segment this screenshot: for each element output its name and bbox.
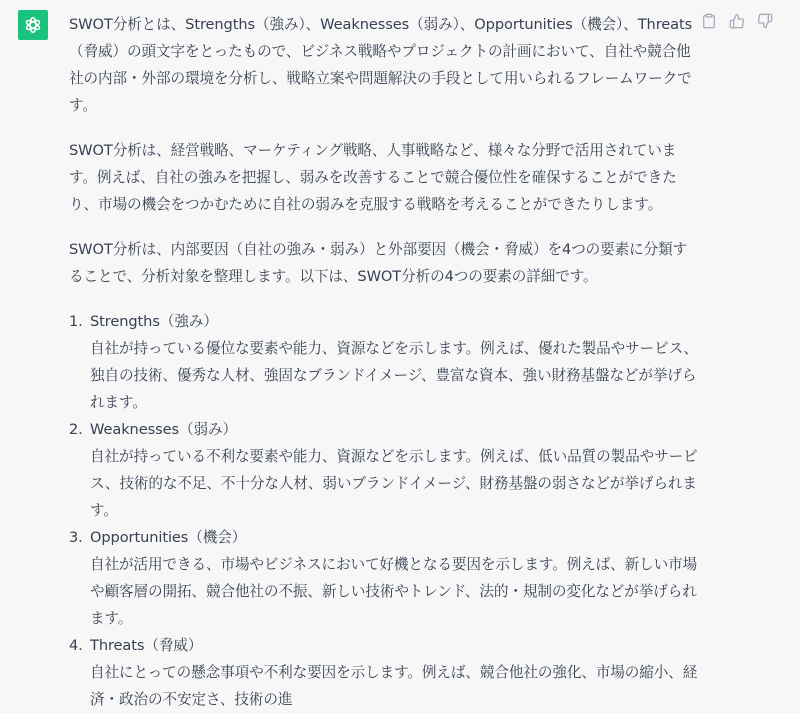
chatgpt-logo-icon bbox=[22, 14, 44, 36]
list-item bbox=[69, 632, 701, 713]
list-item-description: 自社が持っている優位な要素や能力、資源などを示します。例えば、優れた製品やサービス、独自の技術、優秀な人材、強固なブランドイメージ、豊富な資本、強い財務基盤などが挙げられます。 bbox=[90, 340, 699, 411]
list-item bbox=[69, 524, 701, 632]
list-item-description: 自社にとっての懸念事項や不利な要因を示します。例えば、競合他社の強化、市場の縮小、経済・政治の不安定さ、技術の進 bbox=[90, 664, 698, 708]
message-paragraph: SWOT分析は、経営戦略、マーケティング戦略、人事戦略など、様々な分野で活用されています。例えば、自社の強みを把握し、弱みを改善することで競合優位性を確保することができたり、市場の機会をつかむために自社の弱みを克服する戦略を考えることができたりします。 bbox=[69, 142, 677, 213]
list-item-title: Threats（脅威） bbox=[90, 637, 203, 654]
message-paragraph: SWOT分析とは、Strengths（強み）、Weaknesses（弱み）、Opportunities（機会）、Threats（脅威）の頭文字をとったもので、ビジネス戦略やプロジェクトの計画において、自社や競合他社の内部・外部の環境を分析し、戦略立案や問題解決の手段として用いられるフレームワークです。 bbox=[69, 16, 693, 114]
list-item-title: Weaknesses（弱み） bbox=[90, 421, 237, 438]
clipboard-icon bbox=[701, 13, 717, 29]
swot-elements-list bbox=[69, 308, 701, 713]
list-item-title: Opportunities（機会） bbox=[90, 529, 247, 546]
thumbs-down-icon bbox=[757, 13, 773, 29]
list-item-description: 自社が活用できる、市場やビジネスにおいて好機となる要因を示します。例えば、新しい市場や顧客層の開拓、競合他社の不振、新しい技術やトレンド、法的・規制の変化などが挙げられます。 bbox=[90, 556, 698, 627]
list-item-number: 1. bbox=[69, 313, 83, 330]
message-paragraph: SWOT分析は、内部要因（自社の強み・弱み）と外部要因（機会・脅威）を4つの要素に分類することで、分析対象を整理します。以下は、SWOT分析の4つの要素の詳細です。 bbox=[69, 241, 688, 285]
assistant-avatar bbox=[18, 10, 48, 40]
thumbs-up-icon bbox=[729, 13, 745, 29]
thumbs-down-button[interactable] bbox=[756, 12, 774, 30]
list-item bbox=[69, 308, 701, 416]
list-item-number: 3. bbox=[69, 529, 83, 546]
list-item-title: Strengths（強み） bbox=[90, 313, 218, 330]
list-item bbox=[69, 416, 701, 524]
copy-button[interactable] bbox=[700, 12, 718, 30]
list-item-number: 2. bbox=[69, 421, 83, 438]
assistant-message bbox=[69, 11, 701, 713]
list-item-number: 4. bbox=[69, 637, 83, 654]
list-item-description: 自社が持っている不利な要素や能力、資源などを示します。例えば、低い品質の製品やサービス、技術的な不足、不十分な人材、弱いブランドイメージ、財務基盤の弱さなどが挙げられます。 bbox=[90, 448, 698, 519]
message-actions bbox=[700, 12, 774, 30]
thumbs-up-button[interactable] bbox=[728, 12, 746, 30]
